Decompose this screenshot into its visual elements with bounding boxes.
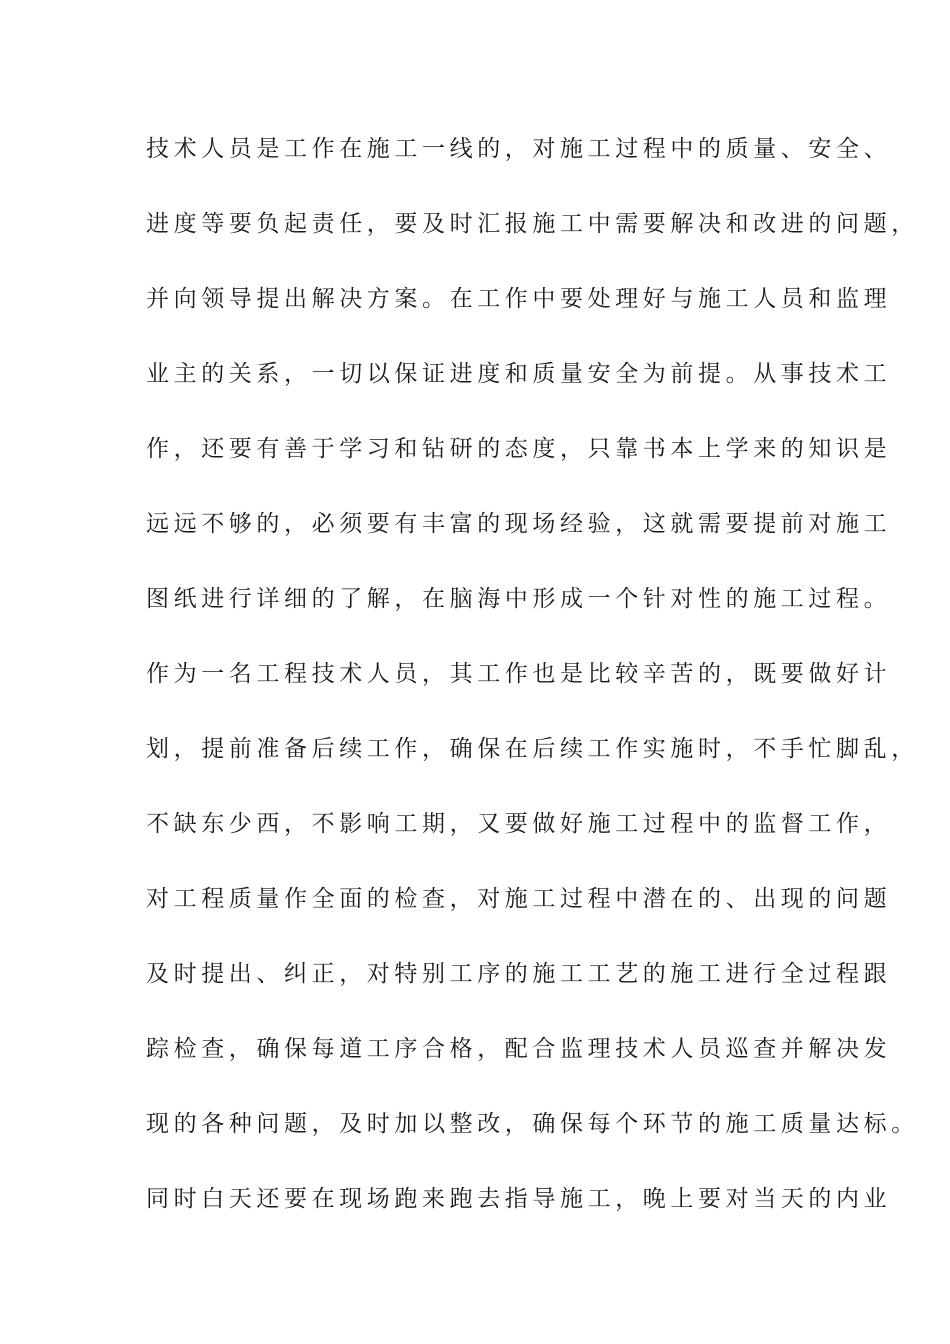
text-line: 技术人员是工作在施工一线的，对施工过程中的质量、安全、 — [146, 136, 892, 162]
text-line: 作，还要有善于学习和钻研的态度，只靠书本上学来的知识是 — [146, 436, 892, 462]
text-line: 划，提前准备后续工作，确保在后续工作实施时，不手忙脚乱， — [146, 736, 919, 762]
text-line: 同时白天还要在现场跑来跑去指导施工，晚上要对当天的内业 — [146, 1186, 892, 1212]
text-line: 现的各种问题，及时加以整改，确保每个环节的施工质量达标。 — [146, 1111, 919, 1137]
text-line: 业主的关系，一切以保证进度和质量安全为前提。从事技术工 — [146, 361, 892, 387]
text-line: 对工程质量作全面的检查，对施工过程中潜在的、出现的问题 — [146, 886, 892, 912]
text-line: 并向领导提出解决方案。在工作中要处理好与施工人员和监理 — [146, 286, 892, 312]
text-line: 不缺东少西，不影响工期，又要做好施工过程中的监督工作， — [146, 811, 892, 837]
text-line: 图纸进行详细的了解，在脑海中形成一个针对性的施工过程。 — [146, 586, 892, 612]
text-line: 及时提出、纠正，对特别工序的施工工艺的施工进行全过程跟 — [146, 961, 892, 987]
text-line: 踪检查，确保每道工序合格，配合监理技术人员巡查并解决发 — [146, 1036, 892, 1062]
text-line: 作为一名工程技术人员，其工作也是比较辛苦的，既要做好计 — [146, 661, 892, 687]
text-line: 进度等要负起责任，要及时汇报施工中需要解决和改进的问题， — [146, 211, 919, 237]
text-line: 远远不够的，必须要有丰富的现场经验，这就需要提前对施工 — [146, 511, 892, 537]
